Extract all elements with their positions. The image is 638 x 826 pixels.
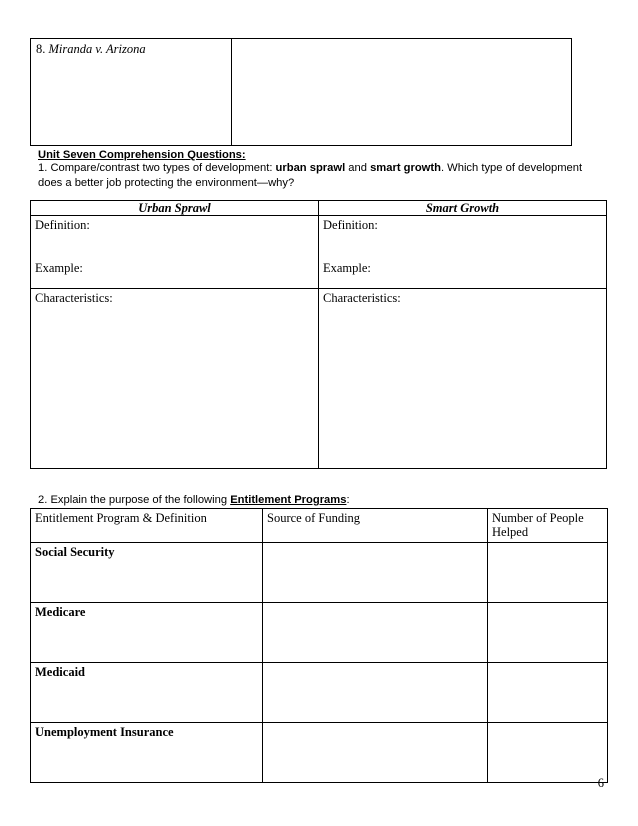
urban-definition-cell[interactable] bbox=[31, 216, 319, 289]
question-2-suffix: : bbox=[346, 494, 350, 506]
program-social-security: Social Security bbox=[31, 543, 263, 603]
question-2 bbox=[38, 494, 350, 506]
case-answer-cell[interactable] bbox=[232, 39, 571, 145]
definition-label: Definition: bbox=[35, 218, 90, 232]
page-number: 6 bbox=[597, 776, 604, 790]
question-1-suffix: . Which type of development does a better job protecting the environment—why? bbox=[38, 162, 583, 189]
urban-characteristics-cell[interactable] bbox=[31, 289, 319, 469]
funding-cell[interactable] bbox=[263, 603, 488, 663]
question-1-mid: and bbox=[345, 162, 371, 174]
term-smart-growth: smart growth bbox=[370, 162, 441, 174]
characteristics-label: Characteristics: bbox=[35, 291, 113, 305]
smart-definition-cell[interactable] bbox=[319, 216, 607, 289]
program-unemployment-insurance: Unemployment Insurance bbox=[31, 723, 263, 783]
case-name: Miranda v. Arizona bbox=[48, 42, 146, 56]
term-urban-sprawl: urban sprawl bbox=[275, 162, 346, 174]
case-number: 8. bbox=[36, 42, 46, 56]
funding-cell[interactable] bbox=[263, 543, 488, 603]
header-people-helped: Number of People Helped bbox=[488, 509, 608, 543]
question-1 bbox=[38, 161, 606, 191]
funding-cell[interactable] bbox=[263, 723, 488, 783]
program-medicare: Medicare bbox=[31, 603, 263, 663]
question-2-prefix: 2. Explain the purpose of the following bbox=[38, 494, 231, 506]
table-row bbox=[31, 603, 608, 663]
people-cell[interactable] bbox=[488, 543, 608, 603]
funding-cell[interactable] bbox=[263, 663, 488, 723]
entitlement-table bbox=[30, 508, 608, 783]
table-row bbox=[31, 543, 608, 603]
unit-heading: Unit Seven Comprehension Questions: bbox=[38, 149, 246, 161]
program-medicaid: Medicaid bbox=[31, 663, 263, 723]
question-1-prefix: 1. Compare/contrast two types of development: bbox=[38, 162, 276, 174]
header-funding: Source of Funding bbox=[263, 509, 488, 543]
header-program: Entitlement Program & Definition bbox=[31, 509, 263, 543]
smart-characteristics-cell[interactable] bbox=[319, 289, 607, 469]
people-cell[interactable] bbox=[488, 723, 608, 783]
people-cell[interactable] bbox=[488, 663, 608, 723]
term-entitlement-programs: Entitlement Programs bbox=[230, 494, 347, 506]
example-label: Example: bbox=[323, 261, 371, 275]
example-label: Example: bbox=[35, 261, 83, 275]
table-row bbox=[31, 723, 608, 783]
development-table bbox=[30, 200, 607, 469]
case-table bbox=[30, 38, 572, 146]
table-row bbox=[31, 663, 608, 723]
characteristics-label: Characteristics: bbox=[323, 291, 401, 305]
definition-label: Definition: bbox=[323, 218, 378, 232]
case-cell bbox=[31, 39, 232, 145]
column-smart-growth: Smart Growth bbox=[319, 201, 607, 216]
column-urban-sprawl: Urban Sprawl bbox=[31, 201, 319, 216]
people-cell[interactable] bbox=[488, 603, 608, 663]
